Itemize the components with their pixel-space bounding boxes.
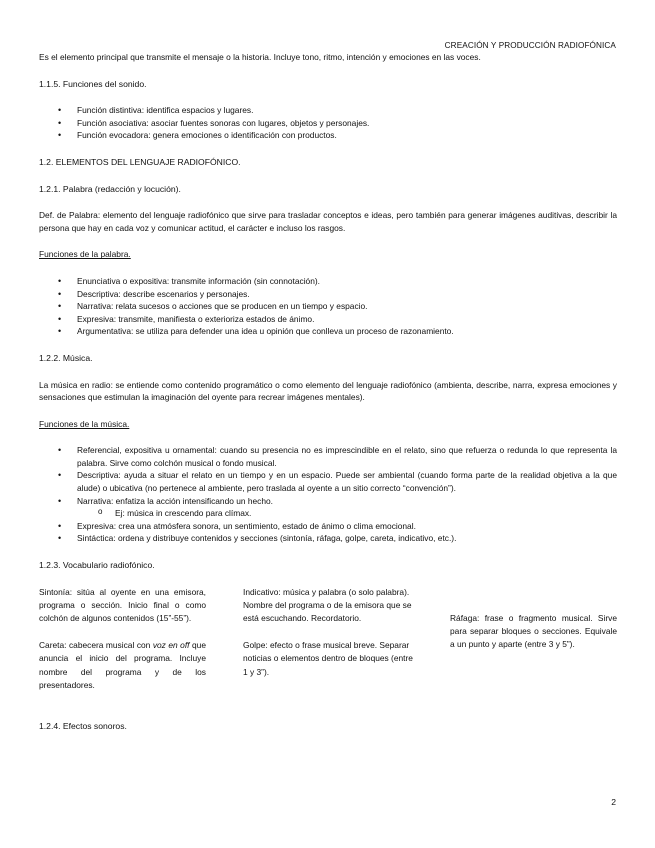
list-item: • Enunciativa o expositiva: transmite información (sin connotación). <box>39 275 617 288</box>
section-1-1-5-title: 1.1.5. Funciones del sonido. <box>39 78 147 89</box>
page-number: 2 <box>611 797 616 807</box>
music-functions-list <box>39 444 617 545</box>
list-item: • Expresiva: crea una atmósfera sonora, un sentimiento, estado de ánimo o clima emocional. <box>39 520 617 533</box>
section-1-2-3-title: 1.2.3. Vocabulario radiofónico. <box>39 560 155 571</box>
vocabulary-column-3 <box>450 612 617 652</box>
section-1-2-title: 1.2. ELEMENTOS DEL LENGUAJE RADIOFÓNICO. <box>39 156 241 167</box>
sub-list-item: o Ej: música in crescendo para clímax. <box>39 507 617 520</box>
music-definition: La música en radio: se entiende como contenido programático o como elemento del lenguaje radiofónico (ambienta, describe, narra, expresa emociones y sensaciones que estimulan la imaginación del oyente para recrear imágenes mentales). <box>39 379 617 403</box>
list-item: • Referencial, expositiva u ornamental: cuando su presencia no es imprescindible en el relato, sino que refuerza o redunda lo que representa la palabra. Sirve como colchón musical o fondo musical. <box>39 444 617 469</box>
list-item: • Función asociativa: asociar fuentes sonoras con lugares, objetos y personajes. <box>39 117 617 130</box>
list-item: • Descriptiva: ayuda a situar el relato en un tiempo y en un espacio. Puede ser ambiental (cuando forma parte de la realidad objetiva a la que alude) o ubicativa (no pertenece al ambiente, pero traslada al oyente a un sitio correcto “convención”). <box>39 469 617 494</box>
section-1-2-4-title: 1.2.4. Efectos sonoros. <box>39 720 127 731</box>
music-functions-heading: Funciones de la música. <box>39 418 130 429</box>
term-golpe: Golpe: efecto o frase musical breve. Separar noticias o elementos dentro de bloques (entre 1 y 3”). <box>243 639 413 677</box>
term-indicativo: Indicativo: música y palabra (o solo palabra). Nombre del programa o de la emisora que se está escuchando. Recordatorio. <box>243 586 412 624</box>
list-item: • Función evocadora: genera emociones o identificación con productos. <box>39 129 617 142</box>
list-item: • Sintáctica: ordena y distribuye contenidos y secciones (sintonía, ráfaga, golpe, careta, indicativo, etc.). <box>39 532 617 545</box>
vocabulary-column-1 <box>39 586 206 693</box>
section-1-2-1-title: 1.2.1. Palabra (redacción y locución). <box>39 183 181 194</box>
careta-text: Careta: cabecera musical con <box>39 639 153 650</box>
section-1-2-2-title: 1.2.2. Música. <box>39 352 93 363</box>
term-careta <box>39 639 206 693</box>
sound-functions-list <box>39 104 617 142</box>
word-definition: Def. de Palabra: elemento del lenguaje radiofónico que sirve para trasladar conceptos e ideas, pero también para generar imágenes auditivas, describir la persona que hay en cada voz y comunicar actitud, el carácter e incluso los rasgos. <box>39 210 617 233</box>
word-functions-heading: Funciones de la palabra. <box>39 249 131 260</box>
list-item <box>39 495 617 520</box>
sub-list <box>77 507 617 520</box>
running-header: CREACIÓN Y PRODUCCIÓN RADIOFÓNICA <box>444 41 616 50</box>
list-item-text: Narrativa: enfatiza la acción intensificando un hecho. <box>77 495 273 506</box>
list-item: • Expresiva: transmite, manifiesta o exterioriza estados de ánimo. <box>39 313 617 326</box>
list-item: • Función distintiva: identifica espacios y lugares. <box>39 104 617 117</box>
term-rafaga: Ráfaga: frase o fragmento musical. Sirve para separar bloques o secciones. Equivale a un punto y aparte (entre 3 y 5”). <box>450 612 617 650</box>
term-sintonia: Sintonía: sitúa al oyente en una emisora, programa o sección. Inicio final o como colchón de algunos contenidos (15”-55”). <box>39 586 206 624</box>
vocabulary-columns <box>39 586 617 720</box>
vocabulary-column-2 <box>243 586 413 679</box>
word-functions-list <box>39 275 617 338</box>
careta-italic-text: voz en off <box>152 639 190 650</box>
list-item: • Narrativa: relata sucesos o acciones que se producen en un tiempo y espacio. <box>39 300 617 313</box>
intro-paragraph: Es el elemento principal que transmite el mensaje o la historia. Incluye tono, ritmo, intención y emociones en las voces. <box>39 52 481 62</box>
careta-text-end: que anuncia el inicio del programa. Incluye nombre del programa y de los presentadores. <box>39 639 206 691</box>
list-item: • Descriptiva: describe escenarios y personajes. <box>39 288 617 301</box>
page-body <box>39 51 617 732</box>
list-item: • Argumentativa: se utiliza para defender una idea u opinión que conlleva un proceso de razonamiento. <box>39 325 617 338</box>
